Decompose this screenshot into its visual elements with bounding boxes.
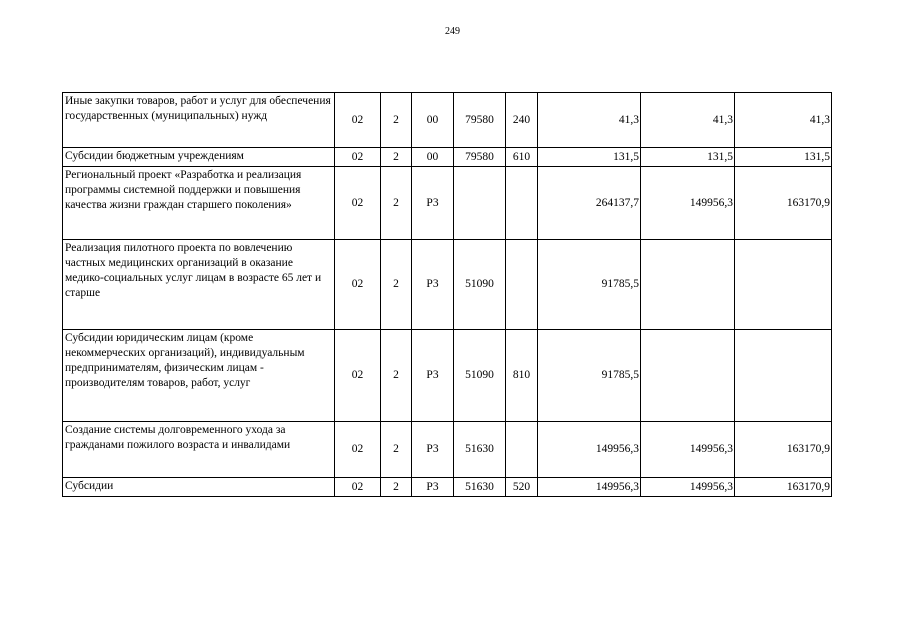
section-code: 02	[335, 148, 381, 167]
row-name: Реализация пилотного проекта по вовлечению частных медицинских организаций в оказание медико-социальных услуг лицам в возрасте 65 лет и старше	[63, 240, 335, 330]
expense-type-code	[506, 167, 538, 240]
direction-code: 51090	[454, 330, 506, 422]
amount-year-3: 163170,9	[735, 422, 832, 478]
subprogram-code: 00	[412, 93, 454, 148]
amount-year-1: 264137,7	[538, 167, 641, 240]
row-name: Субсидии юридическим лицам (кроме некоммерческих организаций), индивидуальным предпринимателям, физическим лицам - производителям товаров, работ, услуг	[63, 330, 335, 422]
row-name: Субсидии	[63, 478, 335, 497]
table-row	[63, 167, 832, 240]
section-code: 02	[335, 167, 381, 240]
budget-table	[62, 92, 832, 497]
subprogram-code: Р3	[412, 240, 454, 330]
direction-code: 51630	[454, 422, 506, 478]
page-number: 249	[445, 26, 460, 37]
program-code: 2	[381, 240, 412, 330]
direction-code: 79580	[454, 93, 506, 148]
program-code: 2	[381, 93, 412, 148]
program-code: 2	[381, 148, 412, 167]
expense-type-code	[506, 422, 538, 478]
amount-year-2	[641, 330, 735, 422]
section-code: 02	[335, 330, 381, 422]
program-code: 2	[381, 422, 412, 478]
amount-year-3: 131,5	[735, 148, 832, 167]
section-code: 02	[335, 93, 381, 148]
amount-year-3	[735, 240, 832, 330]
table-row	[63, 478, 832, 497]
amount-year-1: 91785,5	[538, 240, 641, 330]
direction-code: 51630	[454, 478, 506, 497]
subprogram-code: Р3	[412, 422, 454, 478]
amount-year-1: 131,5	[538, 148, 641, 167]
expense-type-code	[506, 240, 538, 330]
subprogram-code: Р3	[412, 330, 454, 422]
amount-year-2: 149956,3	[641, 422, 735, 478]
row-name: Региональный проект «Разработка и реализация программы системной поддержки и повышения качества жизни граждан старшего поколения»	[63, 167, 335, 240]
direction-code: 79580	[454, 148, 506, 167]
amount-year-1: 149956,3	[538, 478, 641, 497]
amount-year-2: 131,5	[641, 148, 735, 167]
amount-year-1: 149956,3	[538, 422, 641, 478]
direction-code	[454, 167, 506, 240]
amount-year-3: 163170,9	[735, 167, 832, 240]
expense-type-code: 810	[506, 330, 538, 422]
amount-year-1: 41,3	[538, 93, 641, 148]
amount-year-3	[735, 330, 832, 422]
section-code: 02	[335, 422, 381, 478]
amount-year-3: 163170,9	[735, 478, 832, 497]
expense-type-code: 520	[506, 478, 538, 497]
subprogram-code: Р3	[412, 478, 454, 497]
amount-year-1: 91785,5	[538, 330, 641, 422]
subprogram-code: 00	[412, 148, 454, 167]
table-row	[63, 240, 832, 330]
amount-year-3: 41,3	[735, 93, 832, 148]
amount-year-2	[641, 240, 735, 330]
subprogram-code: Р3	[412, 167, 454, 240]
section-code: 02	[335, 478, 381, 497]
table-row	[63, 93, 832, 148]
amount-year-2: 149956,3	[641, 478, 735, 497]
table-row	[63, 330, 832, 422]
program-code: 2	[381, 330, 412, 422]
direction-code: 51090	[454, 240, 506, 330]
row-name: Иные закупки товаров, работ и услуг для обеспечения государственных (муниципальных) нужд	[63, 93, 335, 148]
expense-type-code: 240	[506, 93, 538, 148]
row-name: Создание системы долговременного ухода за гражданами пожилого возраста и инвалидами	[63, 422, 335, 478]
table-row	[63, 422, 832, 478]
program-code: 2	[381, 167, 412, 240]
amount-year-2: 41,3	[641, 93, 735, 148]
table-row	[63, 148, 832, 167]
row-name: Субсидии бюджетным учреждениям	[63, 148, 335, 167]
section-code: 02	[335, 240, 381, 330]
expense-type-code: 610	[506, 148, 538, 167]
program-code: 2	[381, 478, 412, 497]
amount-year-2: 149956,3	[641, 167, 735, 240]
